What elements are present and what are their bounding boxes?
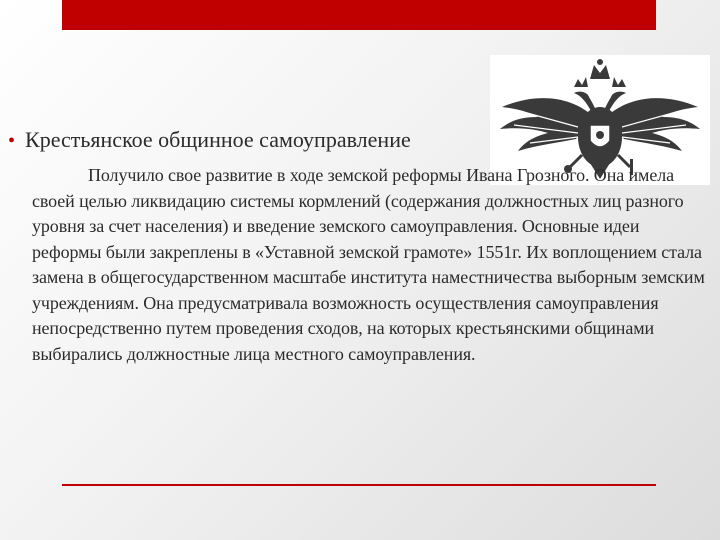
slide-paragraph: Получило свое развитие в ходе земской реформы Ивана Грозного. Она имела своей целью ликвидацию системы кормлений (содержания должностных лиц разного уровня за счет населения) и введение земского самоуправления. Основные идеи реформы были закреплены в «Уставной земской грамоте» 1551г. Их воплощением стала замена в общегосударственном масштабе института наместничества выборным земским учреждениям. Она предусматривала возможность осуществления самоуправления непосредственно путем проведения сходов, на которых крестьянскими общинами выбирались должностные лица местного самоуправления.: [32, 165, 705, 364]
bullet-icon: •: [8, 130, 16, 152]
top-accent-bar: [62, 0, 656, 30]
heading-text: Крестьянское общинное самоуправление: [25, 127, 411, 152]
bottom-accent-rule: [62, 484, 656, 486]
